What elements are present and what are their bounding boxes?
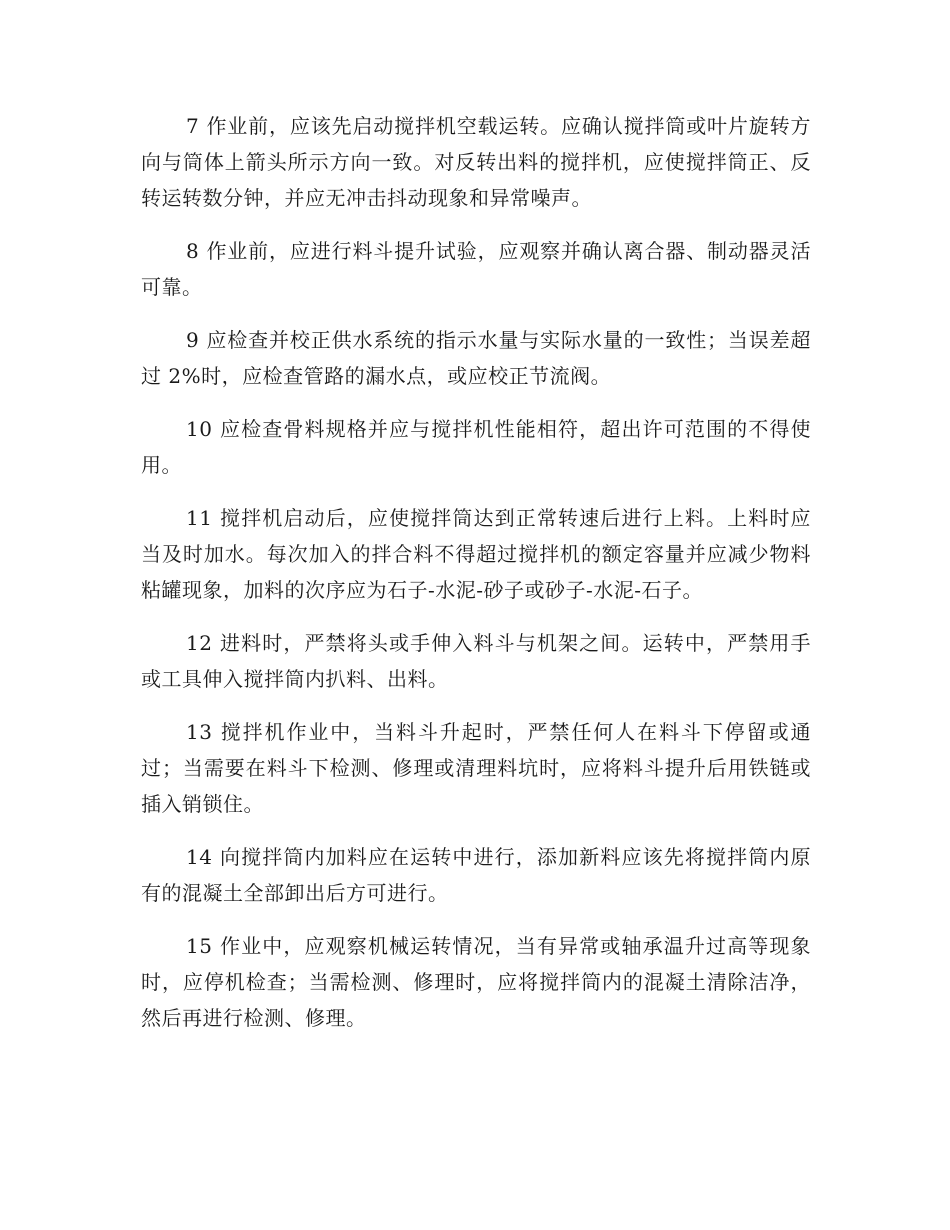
document-body <box>141 108 811 1053</box>
paragraph-13: 13 搅拌机作业中，当料斗升起时，严禁任何人在料斗下停留或通过；当需要在料斗下检测、修理或清理料坑时，应将料斗提升后用铁链或插入销锁住。 <box>141 720 811 816</box>
paragraph-8: 8 作业前，应进行料斗提升试验，应观察并确认离合器、制动器灵活可靠。 <box>141 239 811 299</box>
paragraph-7: 7 作业前，应该先启动搅拌机空载运转。应确认搅拌筒或叶片旋转方向与筒体上箭头所示方向一致。对反转出料的搅拌机，应使搅拌筒正、反转运转数分钟，并应无冲击抖动现象和异常噪声。 <box>141 114 811 210</box>
paragraph-12: 12 进料时，严禁将头或手伸入料斗与机架之间。运转中，严禁用手或工具伸入搅拌筒内扒料、出料。 <box>141 631 811 691</box>
paragraph-15: 15 作业中，应观察机械运转情况，当有异常或轴承温升过高等现象时，应停机检查；当需检测、修理时，应将搅拌筒内的混凝土清除洁净，然后再进行检测、修理。 <box>141 934 811 1030</box>
paragraph-10: 10 应检查骨料规格并应与搅拌机性能相符，超出许可范围的不得使用。 <box>141 417 811 477</box>
paragraph-14: 14 向搅拌筒内加料应在运转中进行，添加新料应该先将搅拌筒内原有的混凝土全部卸出后方可进行。 <box>141 845 811 905</box>
paragraph-9: 9 应检查并校正供水系统的指示水量与实际水量的一致性；当误差超过 2%时，应检查管路的漏水点，或应校正节流阀。 <box>141 328 811 388</box>
paragraph-11: 11 搅拌机启动后，应使搅拌筒达到正常转速后进行上料。上料时应当及时加水。每次加入的拌合料不得超过搅拌机的额定容量并应减少物料粘罐现象，加料的次序应为石子-水泥-砂子或砂子-水泥-石子。 <box>141 506 811 602</box>
